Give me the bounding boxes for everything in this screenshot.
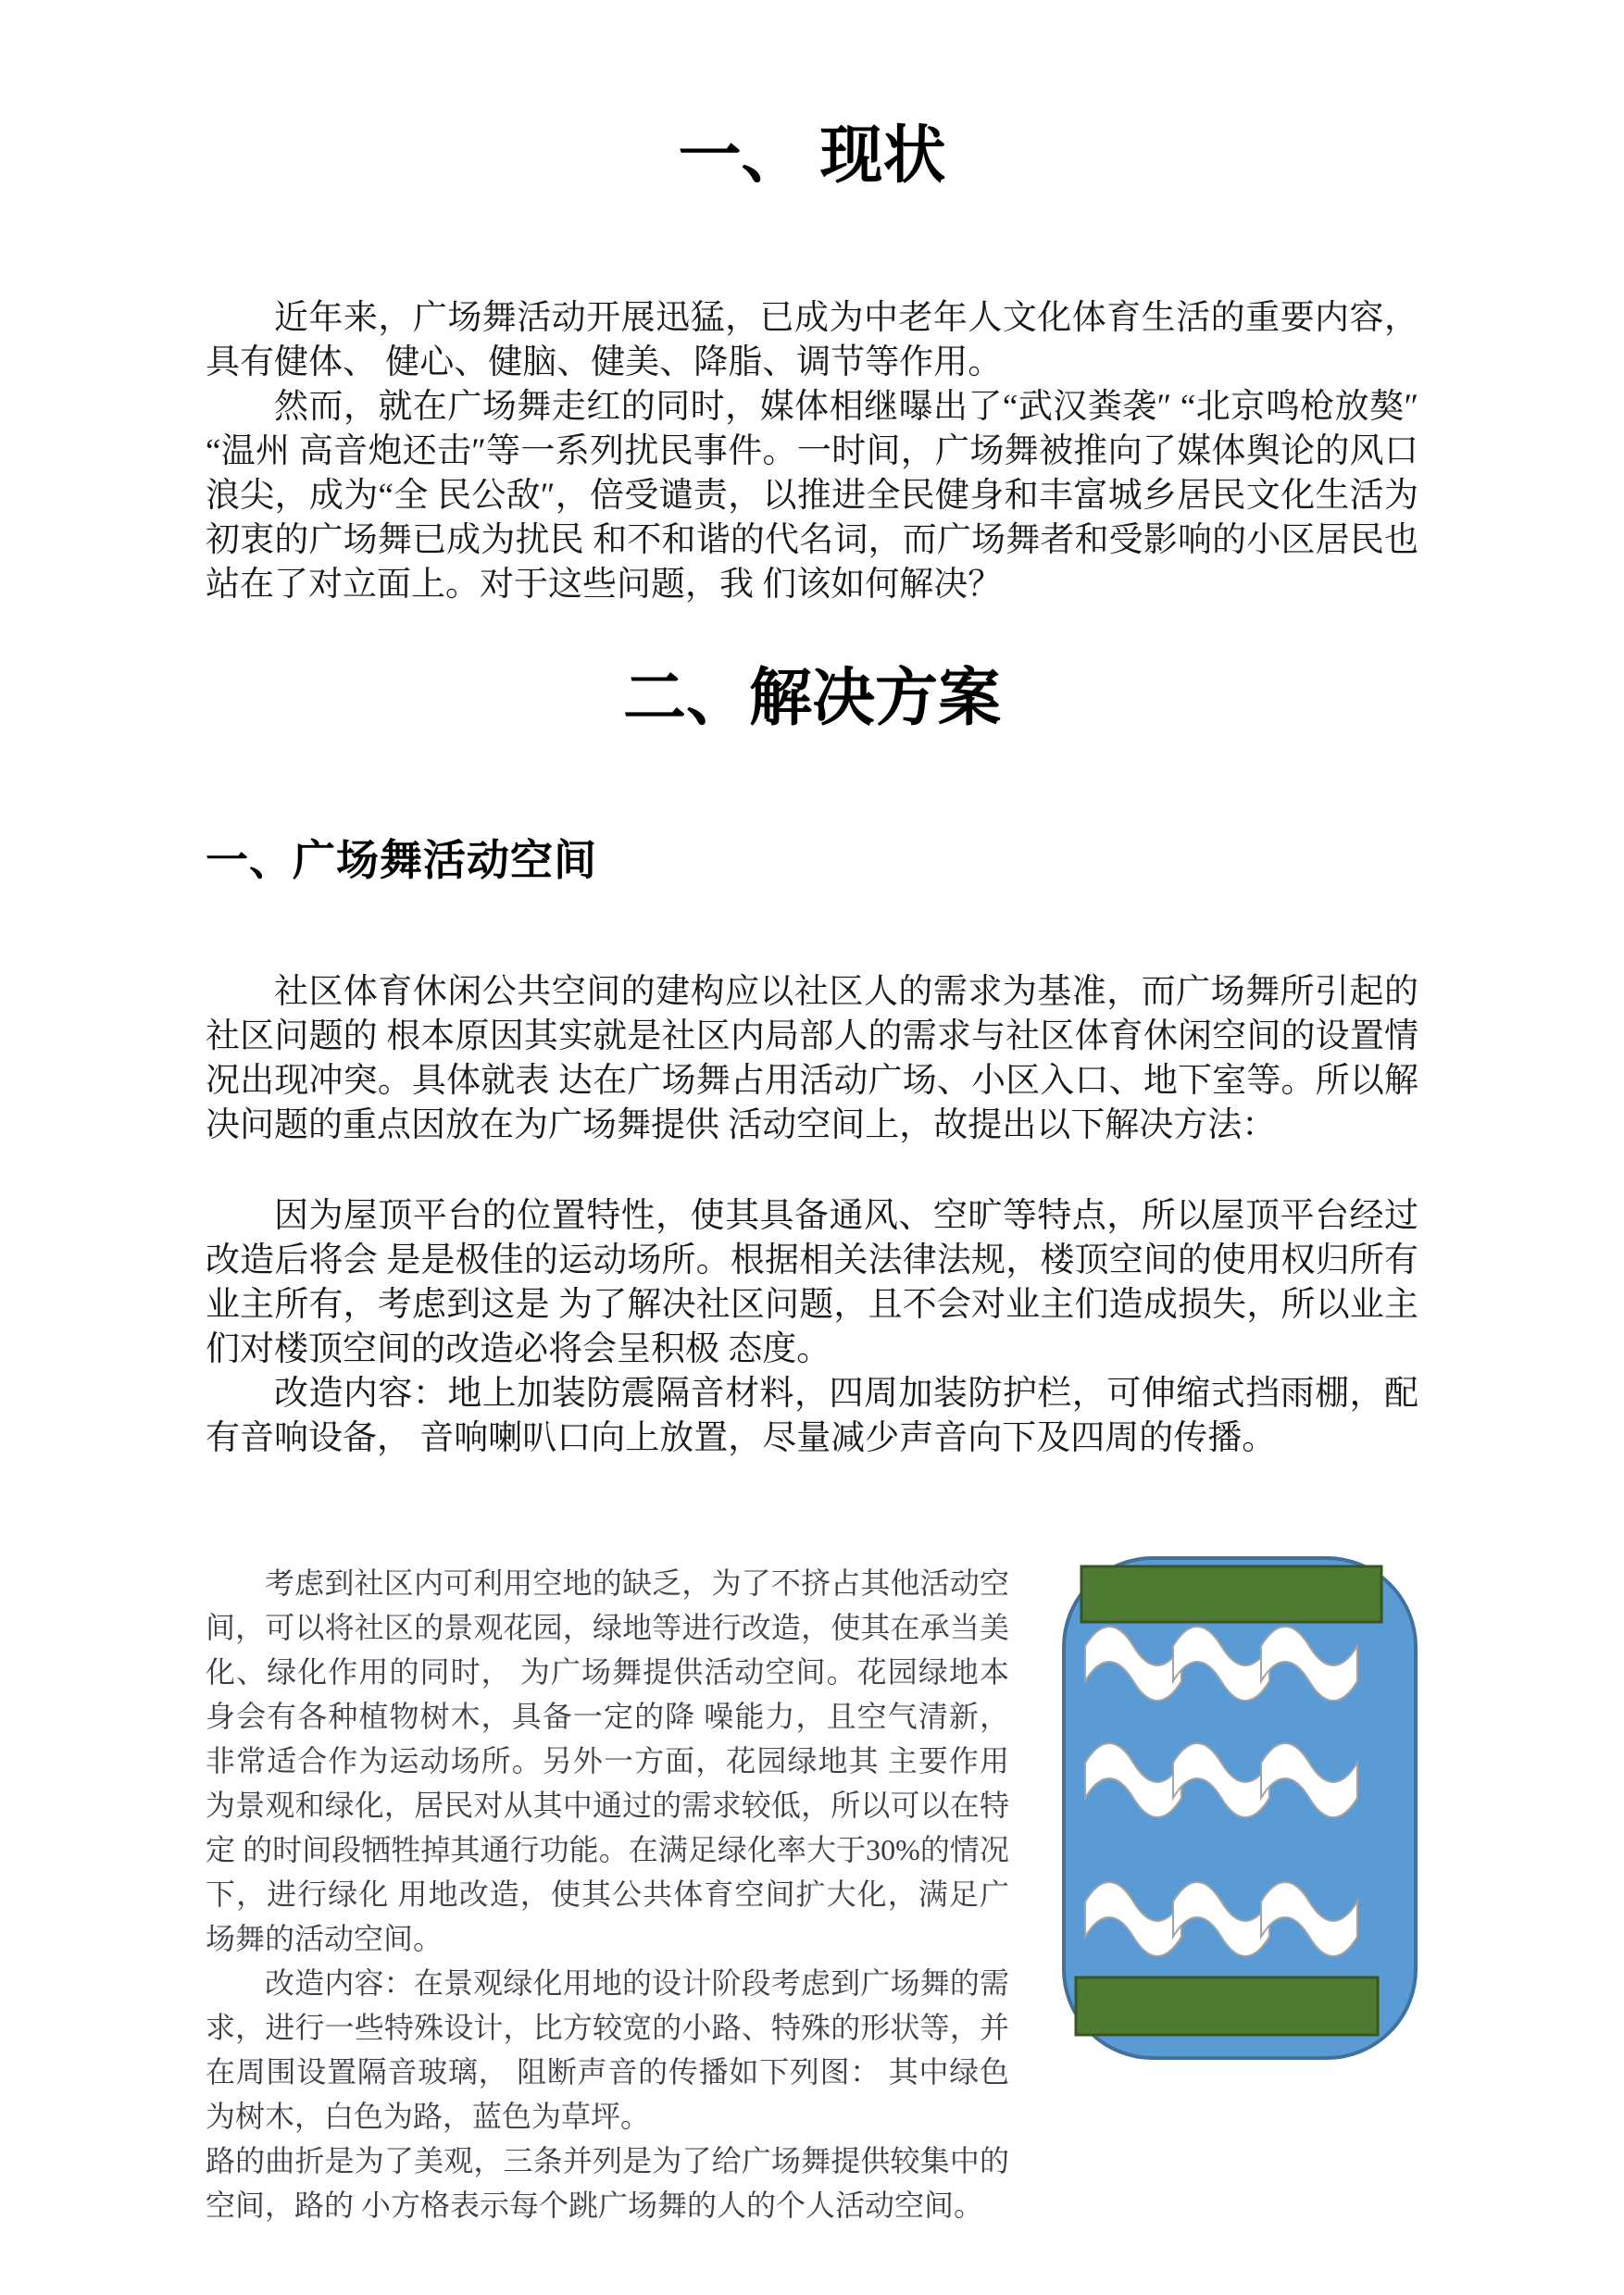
paragraph-garden: 考虑到社区内可利用空地的缺乏，为了不挤占其他活动空间，可以将社区的景观花园，绿地等进行改造，使其在承当美化、绿化作用的同时， 为广场舞提供活动空间。花园绿地本身会有各种植物树木，具备一定的降 噪能力，且空气清新，非常适合作为运动场所。另外一方面，花园绿地其 主要作用为景观和绿化，居民对从其中通过的需求较低，所以可以在特定 的时间段牺牲掉其通行功能。在满足绿化率大于30%的情况下，进行绿化 用地改造，使其公共体育空间扩大化，满足广场舞的活动空间。 (206, 1566, 1009, 1955)
paragraph-intro: 近年来，广场舞活动开展迅猛，已成为中老年人文化体育生活的重要内容，具有健体、 健心、健脑、健美、降脂、调节等作用。 (206, 299, 1418, 381)
garden-text-column (206, 1561, 1009, 2227)
garden-plan-diagram (1061, 1555, 1418, 2061)
section-1-heading: 一、 现状 (678, 120, 946, 191)
section-2-heading: 二、解决方案 (622, 663, 1001, 733)
paragraph-rooftop: 因为屋顶平台的位置特性，使其具备通风、空旷等特点，所以屋顶平台经过改造后将会 是是极佳的运动场所。根据相关法律法规，楼顶空间的使用权归所有业主所有，考虑到这是 为了解决社区问题，且不会对业主们造成损失，所以业主们对楼顶空间的改造必将会呈积极 态度。 (206, 1197, 1418, 1368)
paragraph-garden-renovation: 改造内容：在景观绿化用地的设计阶段考虑到广场舞的需求，进行一些特殊设计，比方较宽的小路、特殊的形状等，并在周围设置隔音玻璃， 阻断声音的传播如下列图： 其中绿色为树木，白色为路，蓝色为草坪。 (206, 1966, 1009, 2133)
paragraph-rooftop-renovation: 改造内容：地上加装防震隔音材料，四周加装防护栏，可伸缩式挡雨棚，配有音响设备， 音响喇叭口向上放置，尽量减少声音向下及四周的传播。 (206, 1375, 1418, 1457)
garden-plan-figure (1061, 1555, 1418, 2061)
paragraph-space-problem: 社区体育休闲公共空间的建构应以社区人的需求为基准，而广场舞所引起的社区问题的 根本原因其实就是社区内局部人的需求与社区体育休闲空间的设置情况出现冲突。具体就表 达在广场舞占用活动广场、小区入口、地下室等。所以解决问题的重点因放在为广场舞提供 活动空间上，故提出以下解决方法： (206, 973, 1418, 1144)
figure-tree-strip-bottom (1076, 1977, 1378, 2035)
garden-section (206, 1561, 1418, 2227)
paragraph-garden-paths: 路的曲折是为了美观，三条并列是为了给广场舞提供较集中的空间，路的 小方格表示每个跳广场舞的人的个人活动空间。 (206, 2144, 1009, 2222)
figure-tree-strip-top (1081, 1566, 1381, 1622)
section-1-body (206, 296, 1418, 607)
paragraph-controversy: 然而，就在广场舞走红的同时，媒体相继曝出了“武汉粪袭″ “北京鸣枪放獒″ “温州 高音炮还击″等一系列扰民事件。一时间，广场舞被推向了媒体舆论的风口浪尖，成为“全 民公敌″，倍受谴责，以推进全民健身和丰富城乡居民文化生活为初衷的广场舞已成为扰民 和不和谐的代名词，而广场舞者和受影响的小区居民也站在了对立面上。对于这些问题，我 们该如何解决？ (206, 388, 1418, 604)
subsection-1-heading: 一、广场舞活动空间 (206, 836, 597, 884)
